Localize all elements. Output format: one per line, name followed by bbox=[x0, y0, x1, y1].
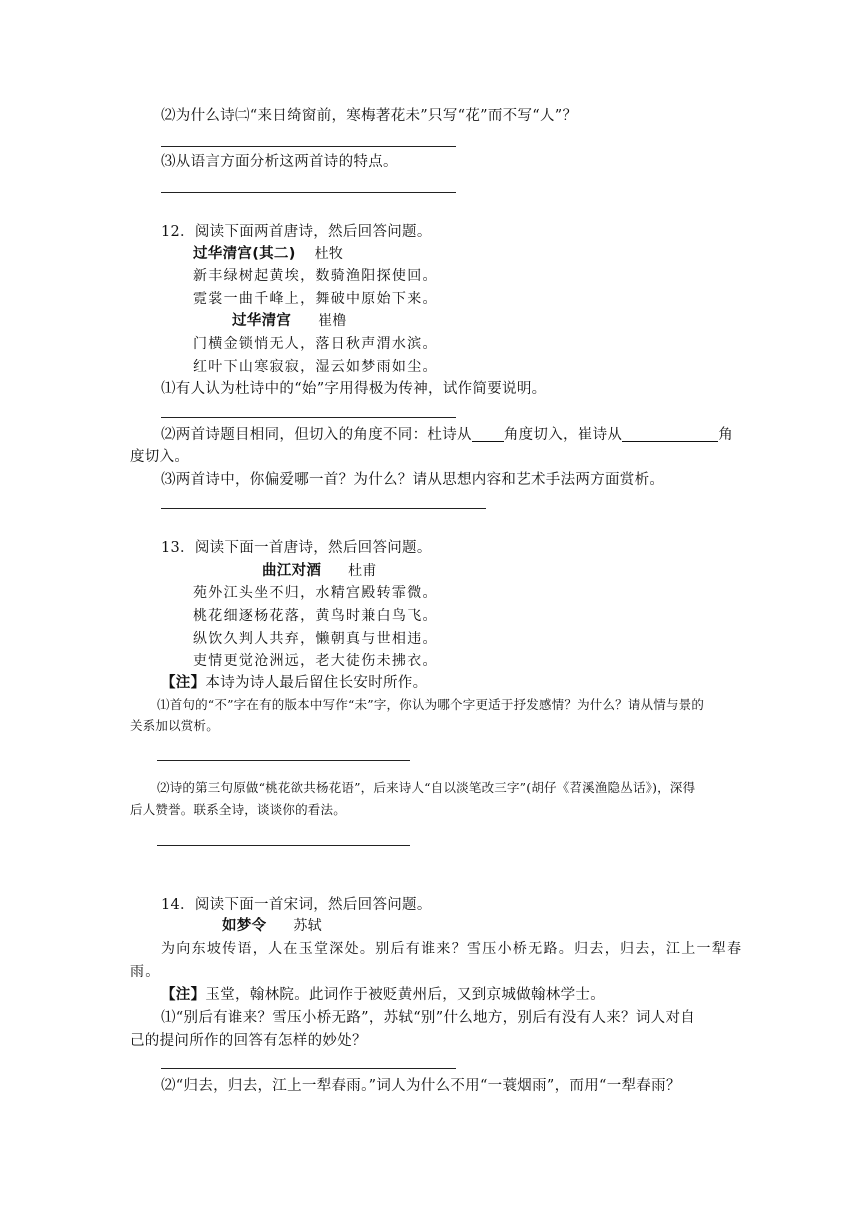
poem-title: 过华清宫(其二) bbox=[193, 246, 296, 262]
q14-sub2: ⑵“归去，归去，江上一犁春雨。”词人为什么不用“一蓑烟雨”，而用“一犁春雨？ bbox=[161, 1078, 681, 1094]
q14-sub1-line2: 己的提问所作的回答有怎样的妙处？ bbox=[130, 1033, 367, 1049]
poem-author: 苏轼 bbox=[293, 918, 322, 934]
q12-sub2-line2: 度切入。 bbox=[130, 449, 190, 465]
note-text: 玉堂，翰林院。此词作于被贬黄州后，又到京城做翰林学士。 bbox=[205, 987, 606, 1003]
poem-title: 如梦令 bbox=[222, 918, 267, 934]
answer-line[interactable] bbox=[157, 760, 410, 761]
q11-sub3: ⑶从语言方面分析这两首诗的特点。 bbox=[161, 154, 398, 170]
q13-note bbox=[161, 673, 427, 693]
answer-line[interactable] bbox=[161, 417, 456, 418]
answer-line[interactable] bbox=[157, 845, 410, 846]
q13-sub2-line2: 后人赞誉。联系全诗，谈谈你的看法。 bbox=[130, 802, 346, 817]
poem-line: 门横金锁悄无人，落日秋声渭水滨。 bbox=[193, 336, 438, 352]
poem-line: 霓裳一曲千峰上，舞破中原始下来。 bbox=[193, 291, 438, 307]
poem-title-line bbox=[222, 916, 322, 936]
poem-author: 崔橹 bbox=[318, 313, 347, 329]
note-tag: 【注】 bbox=[161, 987, 206, 1003]
answer-line[interactable] bbox=[161, 508, 486, 509]
poem-title: 曲江对酒 bbox=[262, 563, 322, 579]
q13-stem: 13．阅读下面一首唐诗，然后回答问题。 bbox=[161, 540, 432, 556]
poem-line: 纵饮久判人共弃，懒朝真与世相违。 bbox=[193, 631, 438, 647]
q14-sub1-line1: ⑴“别后有谁来？雪压小桥无路”，苏轼“别”什么地方，别后有没有人来？词人对自 bbox=[161, 1010, 696, 1026]
poem-line: 桃花细逐杨花落，黄鸟时兼白鸟飞。 bbox=[193, 608, 438, 624]
note-tag: 【注】 bbox=[161, 675, 206, 691]
poem-title-line bbox=[193, 244, 343, 264]
poem-line: 新丰绿树起黄埃，数骑渔阳探使回。 bbox=[193, 268, 438, 284]
q12-stem: 12．阅读下面两首唐诗，然后回答问题。 bbox=[161, 224, 432, 240]
poem-line: 苑外江头坐不归，水精宫殿转霏微。 bbox=[193, 585, 438, 601]
answer-line[interactable] bbox=[161, 1068, 456, 1069]
q12-sub1: ⑴有人认为杜诗中的“始”字用得极为传神，试作简要说明。 bbox=[161, 381, 547, 397]
q12-sub2-line1 bbox=[161, 425, 733, 445]
poem-author: 杜甫 bbox=[348, 563, 377, 579]
q12-sub2-part: 角度切入，崔诗从 bbox=[503, 427, 623, 443]
q12-sub2-part: 角 bbox=[718, 427, 734, 443]
q12-sub3: ⑶两首诗中，你偏爱哪一首？为什么？请从思想内容和艺术手法两方面赏析。 bbox=[161, 472, 665, 488]
answer-line[interactable] bbox=[161, 192, 456, 193]
q14-note bbox=[161, 985, 605, 1005]
note-text: 本诗为诗人最后留住长安时所作。 bbox=[205, 675, 428, 691]
ci-text-line2: 雨。 bbox=[130, 964, 161, 980]
poem-title-line bbox=[232, 311, 347, 331]
q14-stem: 14．阅读下面一首宋词，然后回答问题。 bbox=[161, 897, 432, 913]
fill-blank[interactable] bbox=[472, 427, 504, 442]
poem-line: 红叶下山寒寂寂，湿云如梦雨如尘。 bbox=[193, 359, 438, 375]
q13-sub1-line1: ⑴首句的“不”字在有的版本中写作“未”字，你认为哪个字更适于抒发感情？为什么？请从情与景的 bbox=[157, 697, 705, 712]
poem-title: 过华清宫 bbox=[232, 313, 292, 329]
q11-sub2: ⑵为什么诗㈡“来日绮窗前，寒梅著花未”只写“花”而不写“人”？ bbox=[161, 108, 578, 124]
poem-author: 杜牧 bbox=[314, 246, 344, 262]
q13-sub1-line2: 关系加以赏析。 bbox=[130, 718, 219, 733]
fill-blank[interactable] bbox=[622, 427, 718, 442]
ci-text-line1: 为向东坡传语，人在玉堂深处。别后有谁来？雪压小桥无路。归去，归去，江上一犁春 bbox=[161, 941, 743, 957]
answer-line[interactable] bbox=[161, 146, 456, 147]
q12-sub2-part: ⑵两首诗题目相同，但切入的角度不同：杜诗从 bbox=[161, 427, 472, 443]
poem-line: 吏情更觉沧洲远，老大徒伤未拂衣。 bbox=[193, 653, 438, 669]
q13-sub2-line1: ⑵诗的第三句原做“桃花欲共杨花语”，后来诗人“自以淡笔改三字”(胡仔《苕溪渔隐丛话》)，深得 bbox=[157, 780, 696, 795]
poem-title-line bbox=[262, 561, 377, 581]
